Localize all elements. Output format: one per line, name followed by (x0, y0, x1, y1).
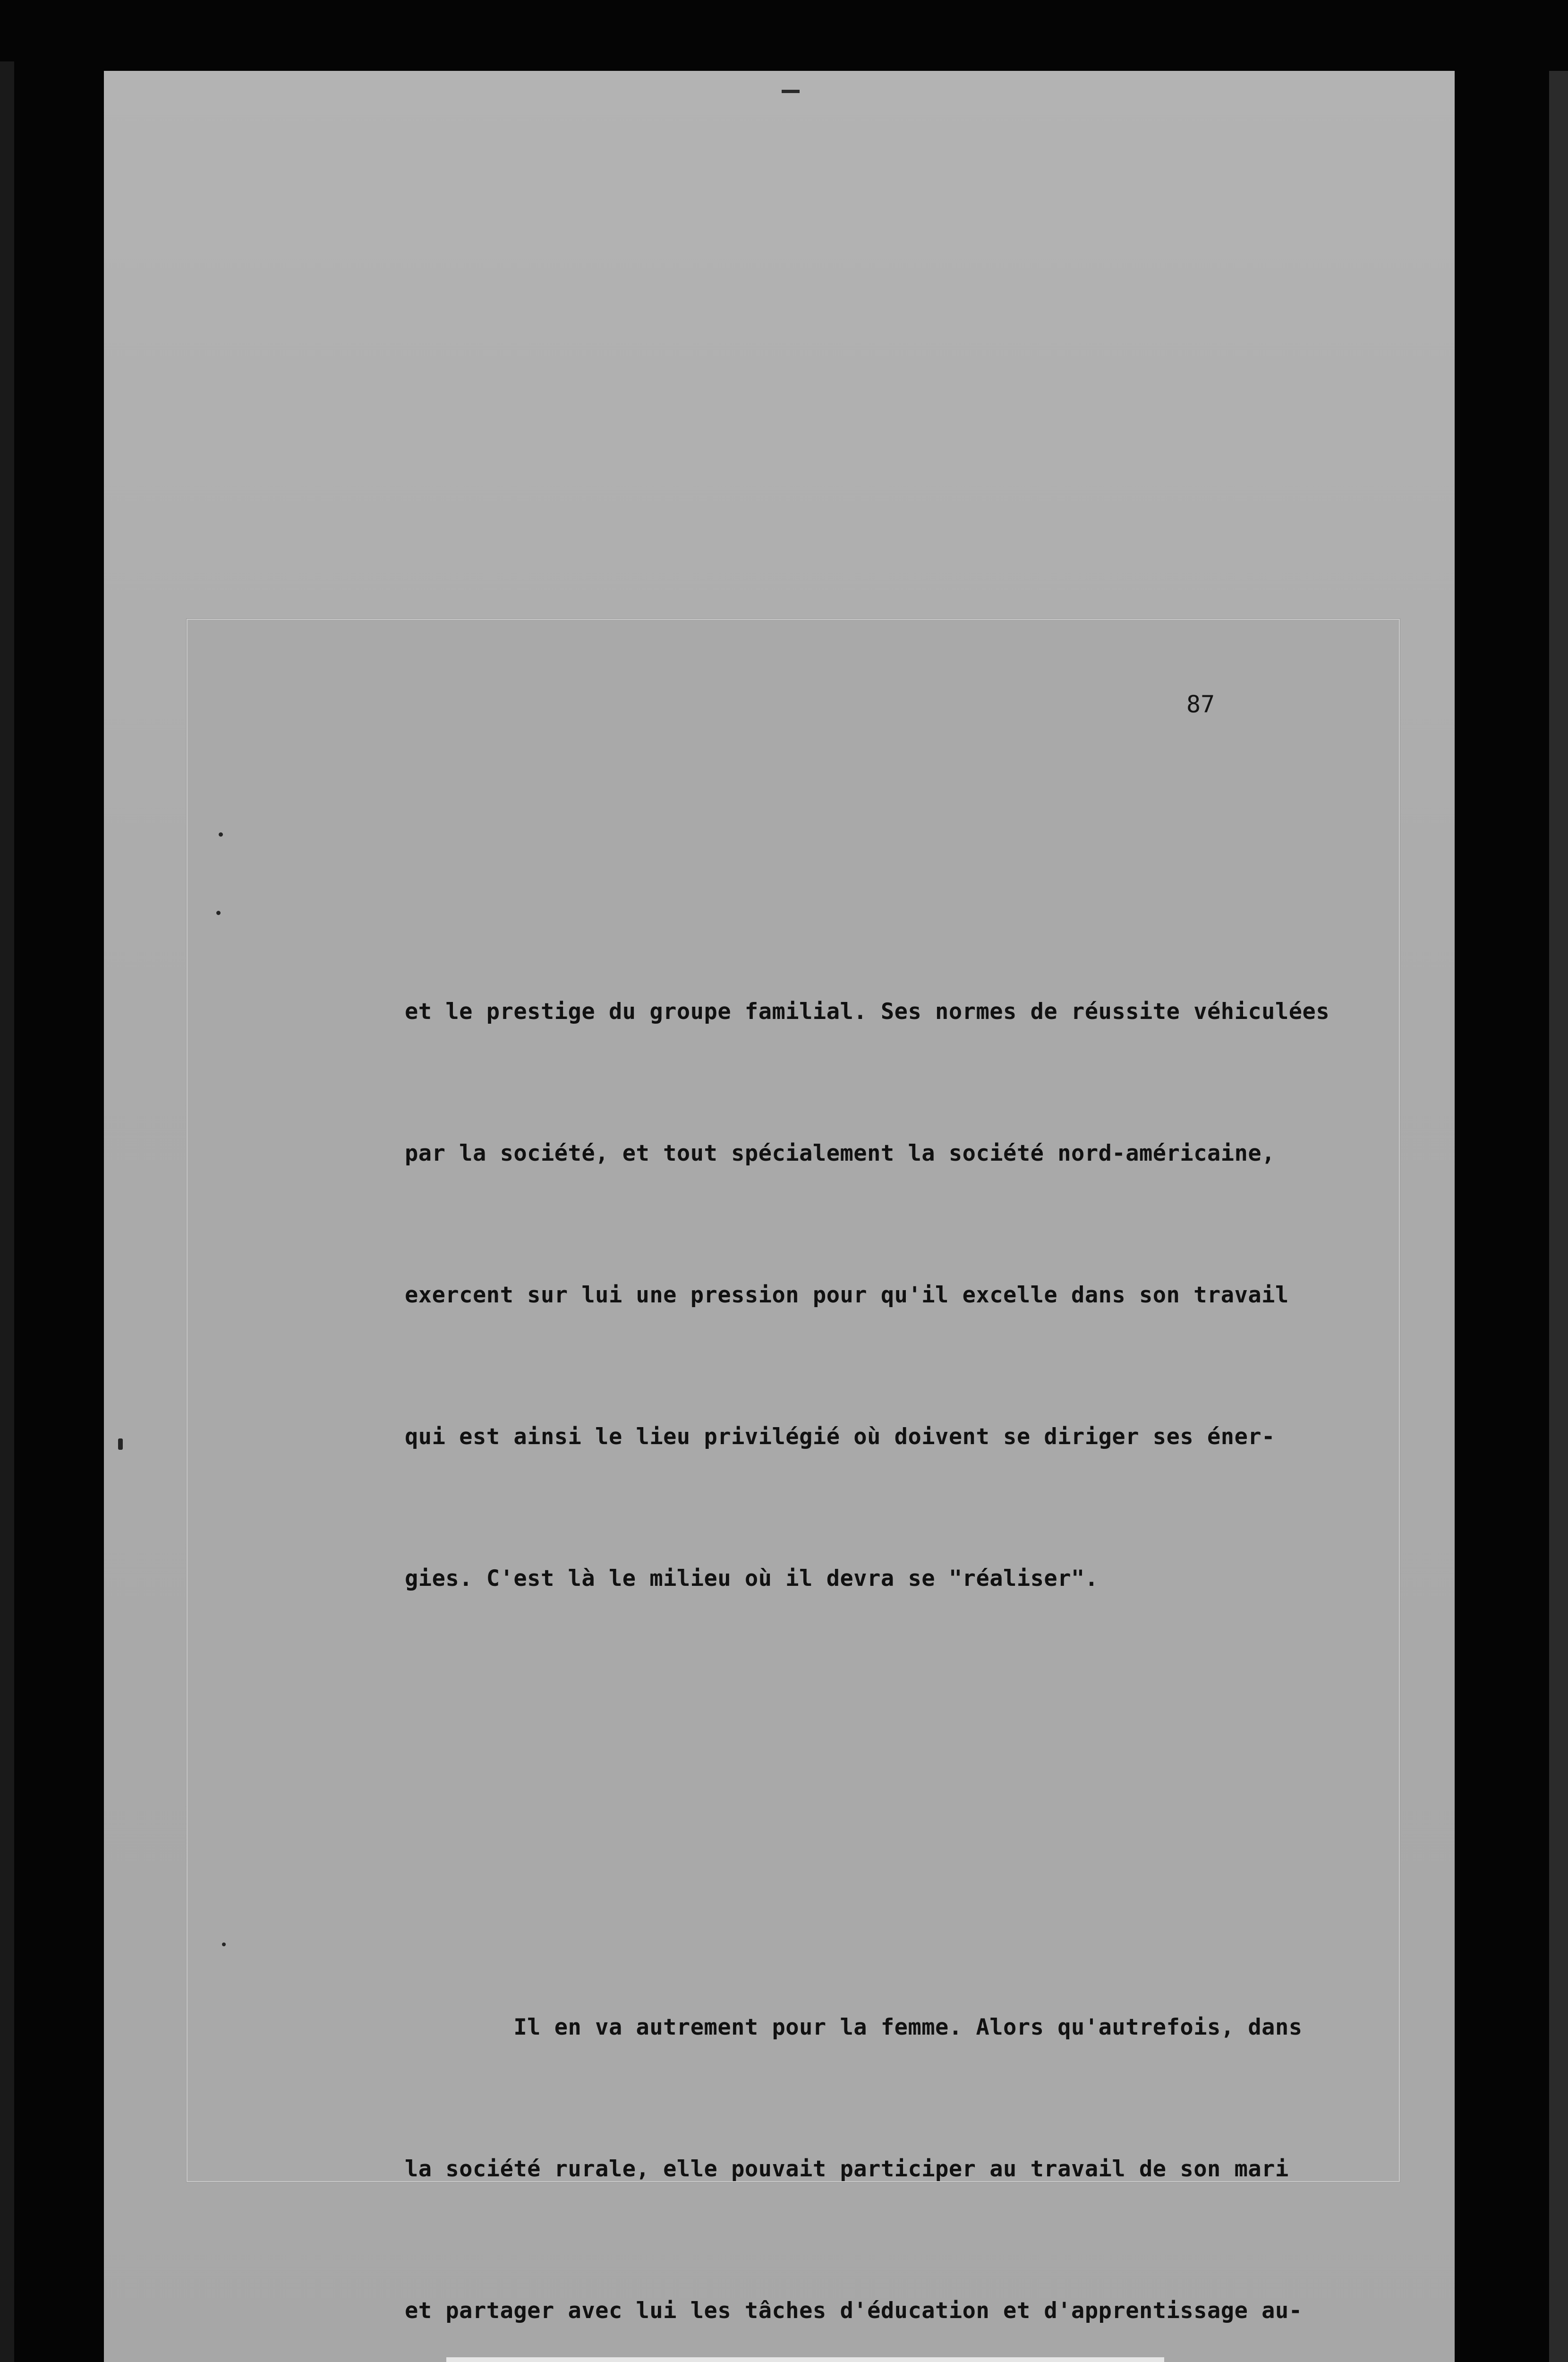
backing-mark (782, 90, 800, 93)
text-line: Il en va autrement pour la femme. Alors qu'autrefois, dans (405, 2014, 1303, 2040)
text-line: gies. C'est là le milieu où il devra se "réaliser". (405, 1566, 1099, 1592)
speck-mark (222, 1943, 226, 1946)
film-edge-left (0, 61, 14, 2362)
text-line: qui est ainsi le lieu privilégié où doivent se diriger ses éner- (405, 1424, 1275, 1450)
paragraph-1 (405, 894, 1397, 1697)
speck-mark (219, 832, 223, 837)
text-line: et partager avec lui les tâches d'éducation et d'apprentissage au- (405, 2298, 1303, 2324)
speck-mark (118, 1438, 123, 1450)
speck-mark (216, 911, 221, 915)
typed-page (187, 619, 1400, 2324)
text-line: et le prestige du groupe familial. Ses normes de réussite véhiculées (405, 999, 1330, 1025)
film-edge-right (1549, 71, 1568, 2362)
page-number: 87 (1186, 691, 1215, 718)
typed-body (405, 799, 1397, 2362)
archive-label (446, 2357, 1164, 2362)
text-line: exercent sur lui une pression pour qu'il excelle dans son travail (405, 1282, 1289, 1308)
text-line: par la société, et tout spécialement la société nord-américaine, (405, 1140, 1275, 1166)
text-line: la société rurale, elle pouvait participer au travail de son mari (405, 2156, 1289, 2182)
paragraph-2 (405, 1909, 1397, 2362)
